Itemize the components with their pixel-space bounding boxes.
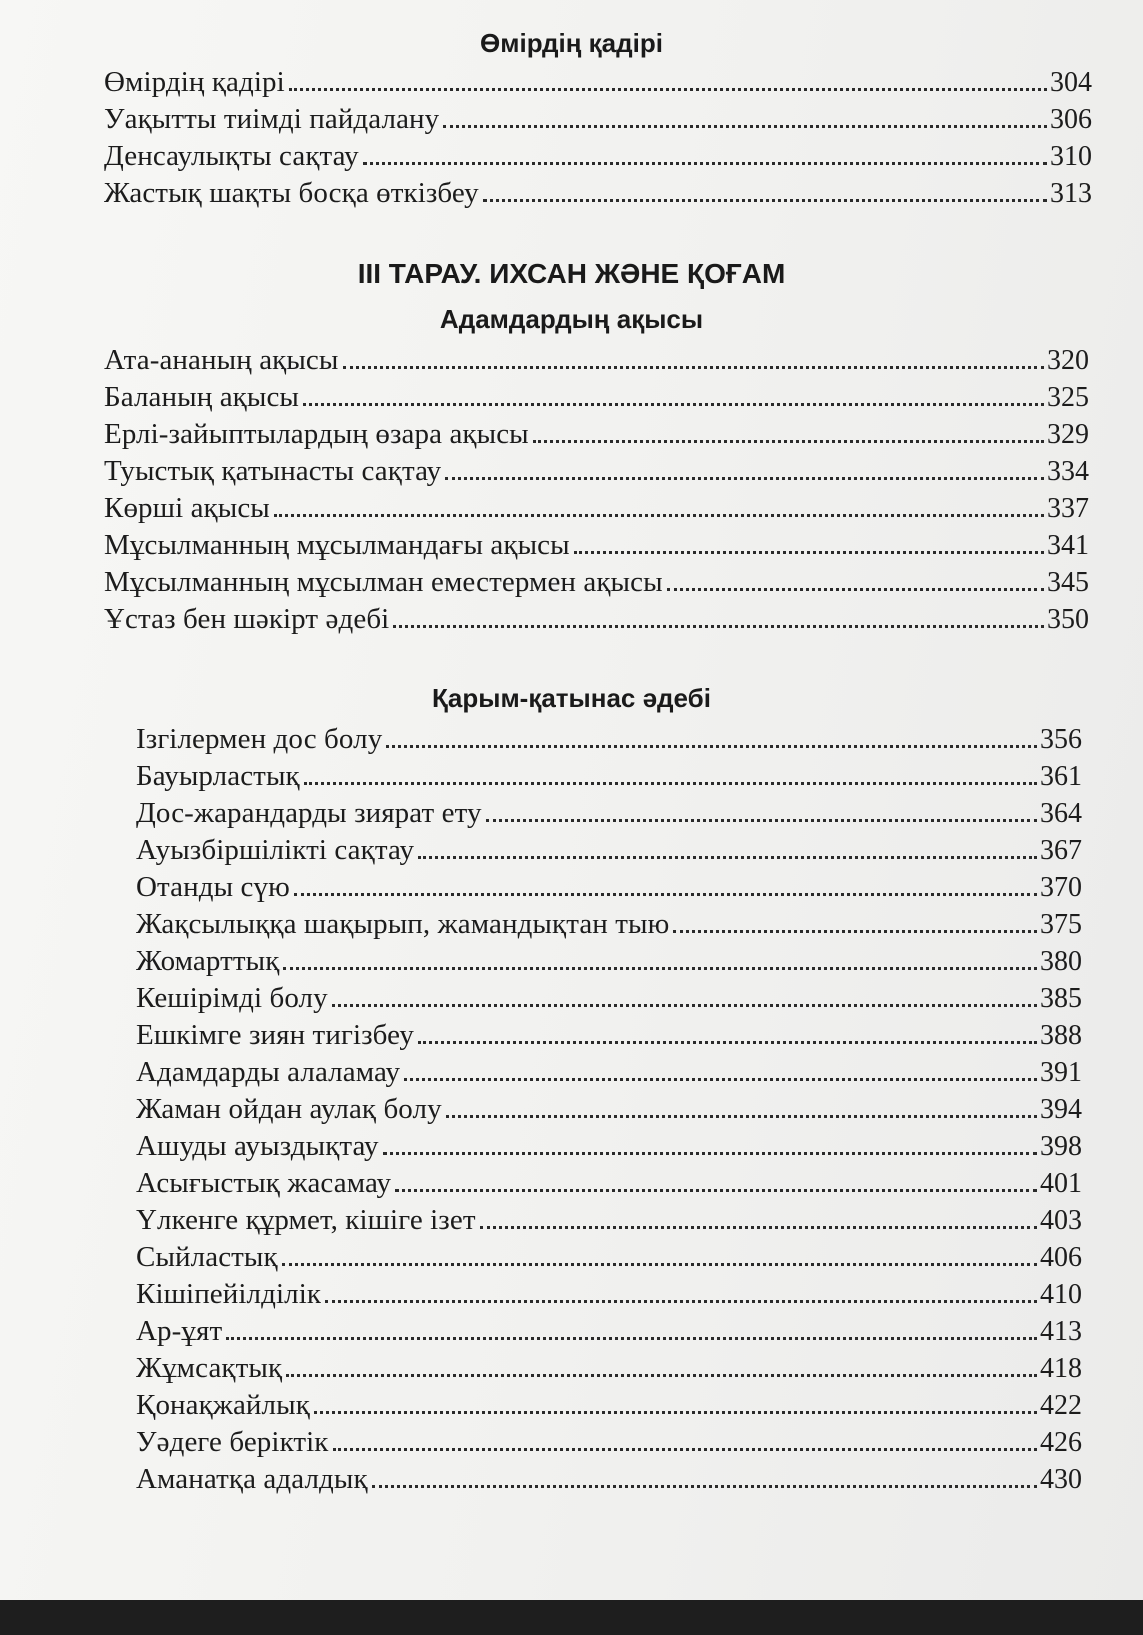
section-entries <box>104 64 1092 212</box>
toc-entry-title: Өмірдің қадірі <box>104 66 285 98</box>
dot-leader <box>325 1300 1037 1303</box>
dot-leader <box>480 1226 1037 1229</box>
dot-leader <box>226 1337 1037 1340</box>
toc-entry[interactable] <box>136 1350 1082 1387</box>
toc-entry-title: Үлкенге құрмет, кішіге ізет <box>136 1204 476 1236</box>
toc-entry[interactable] <box>136 795 1082 832</box>
toc-entry-title: Кешірімді болу <box>136 982 328 1014</box>
toc-entry-page: 406 <box>1040 1242 1082 1273</box>
toc-entry[interactable] <box>104 527 1089 564</box>
toc-entry[interactable] <box>136 1276 1082 1313</box>
dot-leader <box>314 1411 1037 1414</box>
toc-entry[interactable] <box>136 721 1082 758</box>
toc-entry-title: Баланың ақысы <box>104 381 299 413</box>
toc-entry-page: 313 <box>1050 178 1092 209</box>
toc-entry-page: 385 <box>1040 983 1082 1014</box>
toc-entry-page: 422 <box>1040 1390 1082 1421</box>
toc-entry-page: 370 <box>1040 872 1082 903</box>
section-heading: Адамдардың ақысы <box>439 304 704 334</box>
toc-entry-title: Көрші ақысы <box>104 492 270 524</box>
section-entries <box>136 721 1082 1498</box>
toc-entry[interactable] <box>136 1165 1082 1202</box>
toc-entry-title: Ұстаз бен шәкірт әдебі <box>104 603 390 635</box>
toc-entry-page: 367 <box>1040 835 1082 866</box>
toc-entry[interactable] <box>136 1387 1082 1424</box>
dot-leader <box>294 893 1037 896</box>
toc-entry-title: Уақытты тиімді пайдалану <box>104 103 440 135</box>
toc-entry[interactable] <box>104 379 1089 416</box>
toc-entry-title: Адамдарды алаламау <box>136 1056 401 1088</box>
toc-entry-page: 394 <box>1040 1094 1082 1125</box>
toc-entry-page: 364 <box>1040 798 1082 829</box>
toc-entry[interactable] <box>136 906 1082 943</box>
page-bottom-shadow <box>0 1600 1143 1635</box>
toc-entry-title: Ешкімге зиян тигізбеу <box>136 1019 414 1051</box>
toc-entry-title: Жаман ойдан аулақ болу <box>136 1093 442 1125</box>
toc-entry[interactable] <box>136 1128 1082 1165</box>
toc-entry[interactable] <box>104 101 1092 138</box>
dot-leader <box>332 1004 1037 1007</box>
dot-leader <box>443 125 1047 128</box>
dot-leader <box>386 745 1037 748</box>
toc-entry-page: 401 <box>1040 1168 1082 1199</box>
toc-entry-page: 388 <box>1040 1020 1082 1051</box>
dot-leader <box>393 625 1044 628</box>
toc-entry-page: 410 <box>1040 1279 1082 1310</box>
dot-leader <box>303 403 1044 406</box>
toc-entry-title: Мұсылманның мұсылман еместермен ақысы <box>104 566 663 598</box>
dot-leader <box>383 1152 1037 1155</box>
section-adamdardyn-akysy <box>0 304 1143 335</box>
dot-leader <box>486 819 1037 822</box>
chapter-heading-block <box>0 258 1143 290</box>
toc-entry[interactable] <box>136 1017 1082 1054</box>
toc-entry[interactable] <box>104 601 1089 638</box>
toc-entry-title: Сыйластық <box>136 1241 278 1273</box>
toc-entry[interactable] <box>136 943 1082 980</box>
dot-leader <box>418 856 1037 859</box>
toc-entry[interactable] <box>104 490 1089 527</box>
dot-leader <box>363 162 1047 165</box>
toc-entry[interactable] <box>136 980 1082 1017</box>
toc-entry[interactable] <box>104 342 1089 379</box>
toc-entry-title: Мұсылманның мұсылмандағы ақысы <box>104 529 570 561</box>
dot-leader <box>286 1374 1037 1377</box>
toc-entry-title: Ізгілермен дос болу <box>136 723 383 755</box>
toc-entry-title: Кішіпейілділік <box>136 1278 322 1310</box>
toc-entry-page: 306 <box>1050 104 1092 135</box>
toc-entry[interactable] <box>136 832 1082 869</box>
toc-entry-page: 430 <box>1040 1464 1082 1495</box>
toc-entry[interactable] <box>104 138 1092 175</box>
toc-entry[interactable] <box>136 1091 1082 1128</box>
dot-leader <box>673 930 1037 933</box>
toc-entry-title: Отанды сүю <box>136 871 290 903</box>
toc-entry[interactable] <box>104 175 1092 212</box>
toc-entry-page: 426 <box>1040 1427 1082 1458</box>
dot-leader <box>372 1485 1037 1488</box>
toc-entry[interactable] <box>136 758 1082 795</box>
toc-entry[interactable] <box>136 1313 1082 1350</box>
toc-entry-title: Бауырластық <box>136 760 300 792</box>
toc-entry-page: 329 <box>1047 419 1089 450</box>
toc-entry-page: 337 <box>1047 493 1089 524</box>
toc-entry-page: 356 <box>1040 724 1082 755</box>
toc-entry-title: Ар-ұят <box>136 1315 223 1347</box>
dot-leader <box>282 1263 1037 1266</box>
toc-entry-title: Жақсылыққа шақырып, жамандықтан тыю <box>136 908 670 940</box>
dot-leader <box>574 551 1044 554</box>
toc-entry-title: Ата-ананың ақысы <box>104 344 339 376</box>
section-omirdin-kadiri <box>0 28 1143 59</box>
dot-leader <box>395 1189 1037 1192</box>
dot-leader <box>404 1078 1037 1081</box>
dot-leader <box>289 88 1047 91</box>
toc-entry-title: Дос-жарандарды зиярат ету <box>136 797 482 829</box>
toc-entry-title: Уәдеге беріктік <box>136 1426 329 1458</box>
toc-entry[interactable] <box>136 1239 1082 1276</box>
dot-leader <box>533 440 1044 443</box>
toc-entry-title: Жұмсақтық <box>136 1352 283 1384</box>
toc-entry-page: 334 <box>1047 456 1089 487</box>
dot-leader <box>483 199 1047 202</box>
dot-leader <box>304 782 1037 785</box>
toc-entry[interactable] <box>136 1424 1082 1461</box>
toc-entry-title: Аманатқа адалдық <box>136 1463 368 1495</box>
toc-entry-page: 391 <box>1040 1057 1082 1088</box>
chapter-heading: ІІІ ТАРАУ. ИХСАН ЖӘНЕ ҚОҒАМ <box>357 258 786 289</box>
dot-leader <box>333 1448 1038 1451</box>
toc-entry-page: 403 <box>1040 1205 1082 1236</box>
toc-entry[interactable] <box>136 869 1082 906</box>
toc-entry-page: 413 <box>1040 1316 1082 1347</box>
toc-entry-page: 380 <box>1040 946 1082 977</box>
toc-entry-page: 345 <box>1047 567 1089 598</box>
toc-entry-page: 361 <box>1040 761 1082 792</box>
toc-entry-title: Ерлі-зайыптылардың өзара ақысы <box>104 418 529 450</box>
section-heading: Өмірдің қадірі <box>480 28 663 58</box>
toc-entry-page: 341 <box>1047 530 1089 561</box>
toc-entry-title: Асығыстық жасамау <box>136 1167 392 1199</box>
toc-entry[interactable] <box>136 1461 1082 1498</box>
toc-entry[interactable] <box>104 64 1092 101</box>
toc-entry[interactable] <box>104 416 1089 453</box>
dot-leader <box>446 1115 1037 1118</box>
section-heading: Қарым-қатынас әдебі <box>432 683 711 713</box>
toc-entry-page: 310 <box>1050 141 1092 172</box>
toc-entry-title: Қонақжайлық <box>136 1389 310 1421</box>
toc-entry-page: 375 <box>1040 909 1082 940</box>
toc-entry[interactable] <box>136 1054 1082 1091</box>
toc-entry-title: Ашуды ауыздықтау <box>136 1130 379 1162</box>
toc-entry-page: 325 <box>1047 382 1089 413</box>
toc-entry-title: Жастық шақты босқа өткізбеу <box>104 177 479 209</box>
toc-entry-title: Денсаулықты сақтау <box>104 140 359 172</box>
toc-entry[interactable] <box>136 1202 1082 1239</box>
toc-entry-title: Жомарттық <box>136 945 280 977</box>
dot-leader <box>445 477 1044 480</box>
section-entries <box>104 342 1089 638</box>
toc-entry-title: Туыстық қатынасты сақтау <box>104 455 442 487</box>
dot-leader <box>418 1041 1037 1044</box>
section-karym-katynas-adebi <box>0 683 1143 714</box>
toc-entry-title: Ауызбіршілікті сақтау <box>136 834 415 866</box>
dot-leader <box>274 514 1044 517</box>
dot-leader <box>283 967 1037 970</box>
toc-entry-page: 304 <box>1050 67 1092 98</box>
toc-entry[interactable] <box>104 564 1089 601</box>
toc-entry-page: 418 <box>1040 1353 1082 1384</box>
toc-entry-page: 320 <box>1047 345 1089 376</box>
toc-entry-page: 398 <box>1040 1131 1082 1162</box>
dot-leader <box>343 366 1045 369</box>
dot-leader <box>667 588 1044 591</box>
toc-entry-page: 350 <box>1047 604 1089 635</box>
toc-entry[interactable] <box>104 453 1089 490</box>
